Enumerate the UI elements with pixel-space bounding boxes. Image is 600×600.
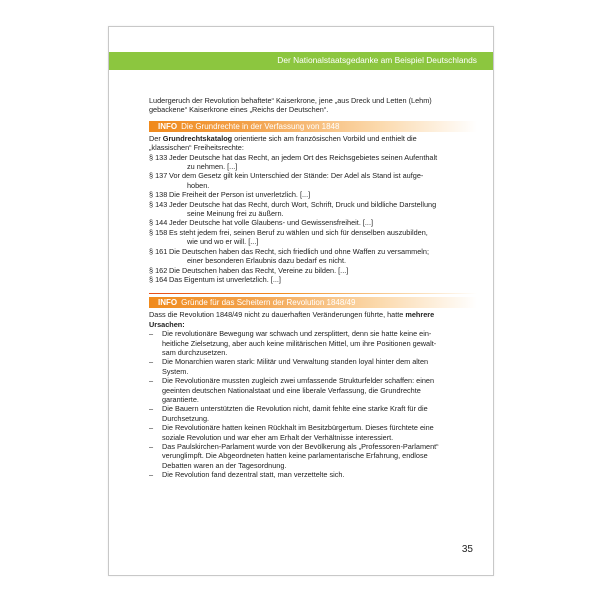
info-box-header-scheitern bbox=[149, 297, 477, 308]
dash-bullet: – bbox=[149, 376, 154, 386]
law-text-line: einer besonderen Erlaubnis dazu bedarf es nicht. bbox=[187, 256, 347, 266]
info-lead-paragraph bbox=[149, 310, 477, 329]
section-number: § 158 bbox=[149, 227, 168, 237]
reason-text-line: Die Bauern unterstützten die Revolution nicht, damit fehlte eine starke Kraft für die bbox=[162, 404, 428, 414]
intro-line: gebackene“ Kaiserkrone eines „Reichs der Deutschen“. bbox=[149, 105, 329, 115]
reason-text-line: Debatten waren an der Tagesordnung. bbox=[162, 460, 287, 470]
reason-text-line: verunglimpft. Die Abgeordneten hatten keine parlamentarische Erfahrung, endlose bbox=[162, 451, 428, 461]
lead-text: orientierte sich am französischen Vorbild und enthielt die bbox=[232, 133, 417, 143]
reason-text-line: soziale Revolution und war eher am Erhalt der Verhältnisse interessiert. bbox=[162, 432, 394, 442]
info-title: Gründe für das Scheitern der Revolution 1848/49 bbox=[181, 298, 356, 308]
reason-list bbox=[149, 329, 477, 480]
reason-text-line: geeinten deutschen Nationalstaat und eine liberale Verfassung, die Grundrechte bbox=[162, 385, 421, 395]
document-page bbox=[108, 26, 494, 576]
page-number: 35 bbox=[461, 544, 473, 555]
reason-text-line: Die Revolutionäre hatten keinen Rückhalt im Besitzbürgertum. Dieses fürchtete eine bbox=[162, 423, 434, 433]
law-item bbox=[149, 247, 477, 266]
law-item bbox=[149, 275, 477, 284]
intro-line: Ludergeruch der Revolution behaftete“ Kaiserkrone, jene „aus Dreck und Letten (Lehm) bbox=[149, 96, 432, 105]
dash-bullet: – bbox=[149, 329, 154, 339]
reason-text-line: Die Monarchien waren stark: Militär und Verwaltung standen loyal hinter dem alten bbox=[162, 357, 429, 367]
dash-bullet: – bbox=[149, 442, 154, 451]
law-text-line: Jeder Deutsche hat das Recht, durch Wort, Schrift, Druck und bildliche Darstellung bbox=[169, 199, 437, 209]
lead-bold: mehrere bbox=[405, 310, 435, 320]
reason-text-line: System. bbox=[162, 366, 189, 376]
reason-text-line: sam durchzusetzen. bbox=[162, 347, 228, 357]
reason-text-line: Das Paulskirchen-Parlament wurde von der Bevölkerung als „Professoren-Parlament“ bbox=[162, 442, 439, 451]
reason-item bbox=[149, 376, 477, 404]
dash-bullet: – bbox=[149, 404, 154, 414]
law-text-line: seine Meinung frei zu äußern. bbox=[187, 209, 284, 219]
lead-text: „klassischen“ Freiheitsrechte: bbox=[149, 143, 244, 153]
reason-item bbox=[149, 404, 477, 423]
law-text-line: Jeder Deutsche hat volle Glaubens- und Gewissensfreiheit. [...] bbox=[169, 218, 374, 228]
law-text-line: zu nehmen. [...] bbox=[187, 162, 238, 172]
reason-item bbox=[149, 329, 477, 357]
dash-bullet: – bbox=[149, 423, 154, 433]
law-text-line: hoben. bbox=[187, 180, 210, 190]
law-text-line: Die Freiheit der Person ist unverletzlich. [...] bbox=[169, 190, 311, 200]
section-number: § 162 bbox=[149, 265, 168, 275]
reason-text-line: Die revolutionäre Bewegung war schwach und zersplittert, denn sie hatte keine ein- bbox=[162, 329, 432, 339]
section-number: § 161 bbox=[149, 246, 168, 256]
law-item bbox=[149, 266, 477, 275]
lead-text: Der bbox=[149, 133, 163, 143]
law-text-line: Es steht jedem frei, seinen Beruf zu wählen und sich für denselben auszubilden, bbox=[169, 227, 428, 237]
info-title: Die Grundrechte in der Verfassung von 1848 bbox=[181, 121, 340, 131]
section-number: § 144 bbox=[149, 218, 168, 228]
lead-text: Dass die Revolution 1848/49 nicht zu dauerhaften Veränderungen führte, hatte bbox=[149, 310, 406, 320]
dash-bullet: – bbox=[149, 357, 154, 367]
info-lead-paragraph bbox=[149, 134, 477, 153]
law-item bbox=[149, 190, 477, 199]
law-text-line: Das Eigentum ist unverletzlich. [...] bbox=[169, 274, 281, 284]
chapter-title: Der Nationalstaatsgedanke am Beispiel Deutschlands bbox=[277, 55, 477, 65]
reason-item bbox=[149, 470, 477, 479]
section-number: § 143 bbox=[149, 199, 168, 209]
reason-item bbox=[149, 423, 477, 442]
lead-bold: Ursachen: bbox=[149, 319, 185, 329]
law-text-line: Jeder Deutsche hat das Recht, an jedem Ort des Reichsgebietes seinen Aufenthalt bbox=[169, 152, 438, 162]
info-tag: INFO bbox=[158, 298, 178, 308]
reason-text-line: garantierte. bbox=[162, 394, 199, 404]
law-item bbox=[149, 171, 477, 190]
section-number: § 133 bbox=[149, 152, 168, 162]
reason-text-line: heitliche Zielsetzung, aber auch keine militärischen Mittel, um ihre Positionen gewalt- bbox=[162, 338, 437, 348]
law-item bbox=[149, 228, 477, 247]
info-tag: INFO bbox=[158, 121, 178, 131]
reason-text-line: Die Revolutionäre mussten zugleich zwei umfassende Strukturfelder schaffen: einen bbox=[162, 376, 435, 386]
section-number: § 137 bbox=[149, 171, 168, 181]
section-number: § 164 bbox=[149, 274, 168, 284]
dash-bullet: – bbox=[149, 470, 154, 480]
law-text-line: Die Deutschen haben das Recht, sich friedlich und ohne Waffen zu versammeln; bbox=[169, 246, 429, 256]
chapter-header-bar bbox=[109, 52, 493, 70]
page-content bbox=[149, 96, 477, 480]
law-text-line: Vor dem Gesetz gilt kein Unterschied der Stände: Der Adel als Stand ist aufge- bbox=[169, 171, 424, 181]
law-text-line: wie und wo er will. [...] bbox=[187, 237, 259, 247]
law-item bbox=[149, 218, 477, 227]
reason-item bbox=[149, 357, 477, 376]
reason-item bbox=[149, 442, 477, 470]
reason-text-line: Durchsetzung. bbox=[162, 413, 210, 423]
section-divider bbox=[149, 293, 477, 294]
law-text-line: Die Deutschen haben das Recht, Vereine zu bilden. [...] bbox=[169, 265, 349, 275]
intro-paragraph bbox=[149, 96, 477, 115]
section-number: § 138 bbox=[149, 190, 168, 200]
lead-bold: Grundrechtskatalog bbox=[162, 133, 233, 143]
law-list bbox=[149, 153, 477, 285]
law-item bbox=[149, 200, 477, 219]
law-item bbox=[149, 153, 477, 172]
info-box-header-grundrechte bbox=[149, 121, 477, 132]
reason-text-line: Die Revolution fand dezentral statt, man verzettelte sich. bbox=[162, 470, 345, 480]
